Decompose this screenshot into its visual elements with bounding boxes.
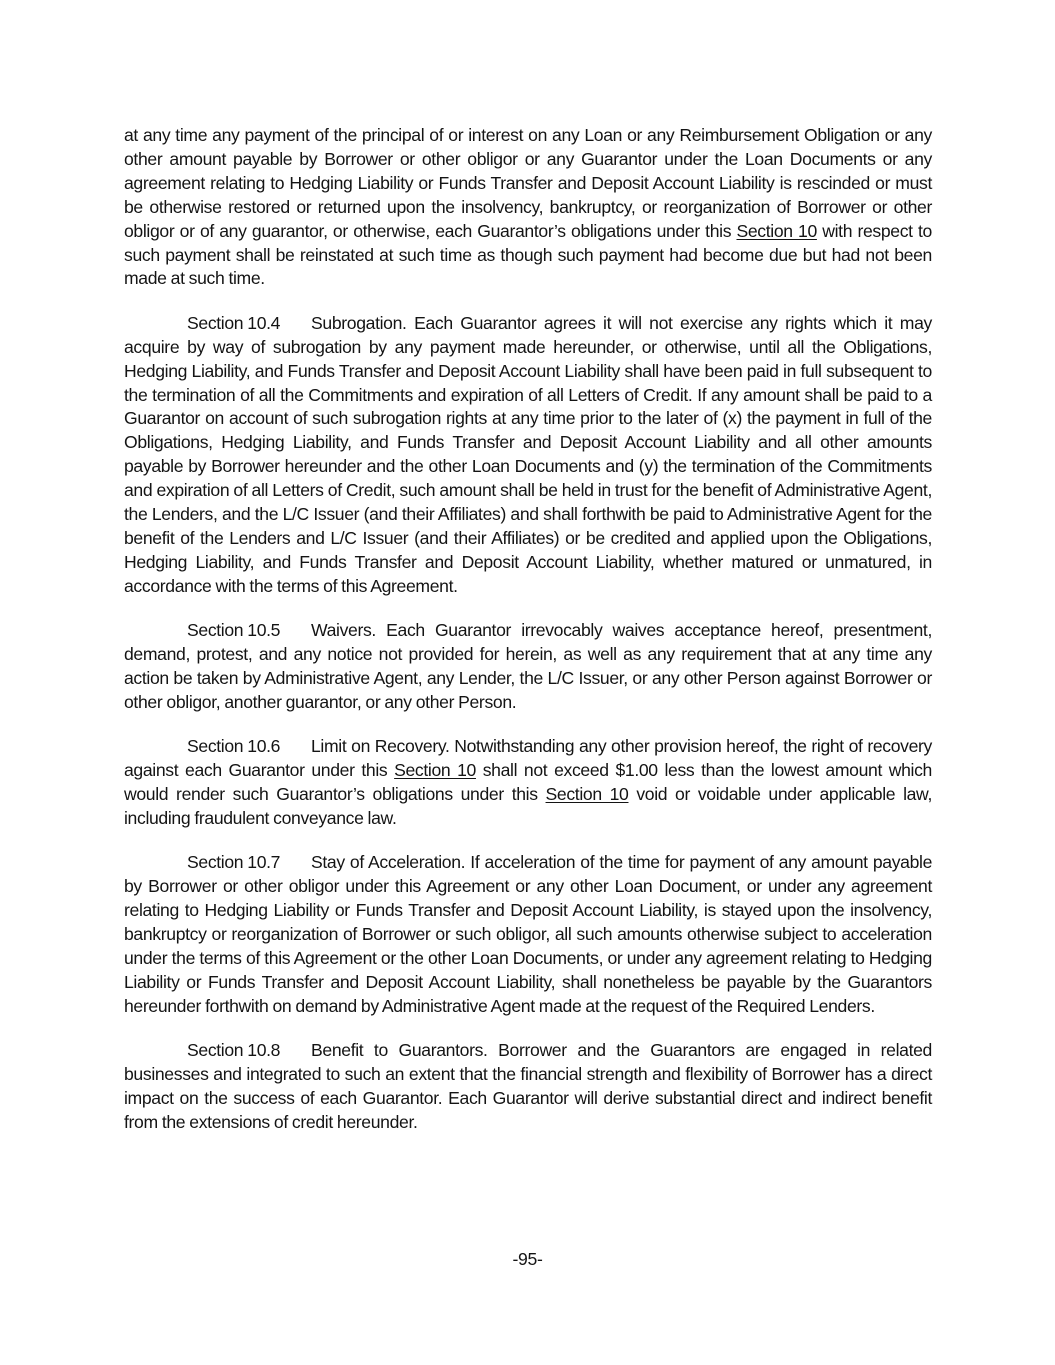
section-number: Section 10.5	[187, 620, 281, 641]
section-number: Section 10.6	[187, 736, 281, 757]
section-10-reference: Section 10	[736, 220, 817, 241]
section-text-c: void or voidable under applicable law, including fraudulent conveyance law.	[124, 784, 932, 829]
paragraph-continued	[124, 124, 932, 291]
document-body	[124, 124, 932, 1155]
paragraph-section-10-6	[124, 735, 932, 831]
section-number: Section 10.7	[187, 852, 281, 873]
section-10-reference: Section 10	[394, 760, 476, 781]
section-10-reference: Section 10	[545, 784, 629, 805]
paragraph-section-10-8	[124, 1039, 932, 1135]
section-body: Benefit to Guarantors. Borrower and the Guarantors are engaged in related businesses and integrated to such an extent that the financial strength and flexibility of Borrower has a direct impact on the success of each Guarantor. Each Guarantor will derive substantial direct and indirect benefit from the extensions of credit hereunder.	[124, 1040, 932, 1133]
intro-text-a: at any time any payment of the principal of or interest on any Loan or any Reimbursement Obligation or any other amount payable by Borrower or other obligor or any Guarantor under the Loan Documents or any agreement relating to Hedging Liability or Funds Transfer and Deposit Account Liability is rescinded or must be otherwise restored or returned upon the insolvency, bankruptcy, or reorganization of Borrower or other obligor or of any guarantor, or otherwise, each Guarantor’s obligations under this	[124, 125, 932, 241]
paragraph-section-10-4	[124, 312, 932, 599]
section-body: Waivers. Each Guarantor irrevocably waives acceptance hereof, presentment, demand, protest, and any notice not provided for herein, as well as any requirement that at any time any action be taken by Administrative Agent, any Lender, the L/C Issuer, or any other Person against Borrower or other obligor, another guarantor, or any other Person.	[124, 620, 932, 712]
intro-text-b: with respect to such payment shall be reinstated at such time as though such payment had become due but had not been made at such time.	[124, 220, 932, 289]
paragraph-section-10-7	[124, 851, 932, 1018]
page-number: -95-	[512, 1249, 543, 1269]
section-body: Subrogation. Each Guarantor agrees it will not exercise any rights which it may acquire by way of subrogation by any payment made hereunder, or otherwise, until all the Obligations, Hedging Liability, and Funds Transfer and Deposit Account Liability shall have been paid in full subsequent to the termination of all the Commitments and expiration of all Letters of Credit. If any amount shall be paid to a Guarantor on account of such subrogation rights at any time prior to the later of (x) the payment in full of the Obligations, Hedging Liability, and Funds Transfer and Deposit Account Liability and all other amounts payable by Borrower hereunder and the other Loan Documents and (y) the termination of the Commitments and expiration of all Letters of Credit, such amount shall be held in trust for the benefit of Administrative Agent, the Lenders, and the L/C Issuer (and their Affiliates) and shall forthwith be paid to Administrative Agent for the benefit of the Lenders and L/C Issuer (and their Affiliates) or be credited and applied upon the Obligations, Hedging Liability, and Funds Transfer and Deposit Account Liability, whether matured or unmatured, in accordance with the terms of this Agreement.	[124, 312, 932, 596]
section-number: Section 10.8	[187, 1040, 281, 1061]
section-text-b: shall not exceed $1.00 less than the lowest amount which would render such Guarantor’s obligations under this	[124, 760, 932, 805]
section-number: Section 10.4	[187, 312, 281, 333]
section-body: Stay of Acceleration. If acceleration of the time for payment of any amount payable by Borrower or other obligor under this Agreement or any other Loan Document, or under any agreement relating to Hedging Liability or Funds Transfer and Deposit Account Liability, is stayed upon the insolvency, bankruptcy or reorganization of Borrower or such obligor, all such amounts otherwise subject to acceleration under the terms of this Agreement or the other Loan Documents, or under any agreement relating to Hedging Liability or Funds Transfer and Deposit Account Liability, shall nonetheless be payable by the Guarantors hereunder forthwith on demand by Administrative Agent made at the request of the Required Lenders.	[124, 852, 932, 1016]
section-text-a: Limit on Recovery. Notwithstanding any other provision hereof, the right of recovery against each Guarantor under this	[124, 736, 932, 781]
paragraph-section-10-5	[124, 619, 932, 715]
